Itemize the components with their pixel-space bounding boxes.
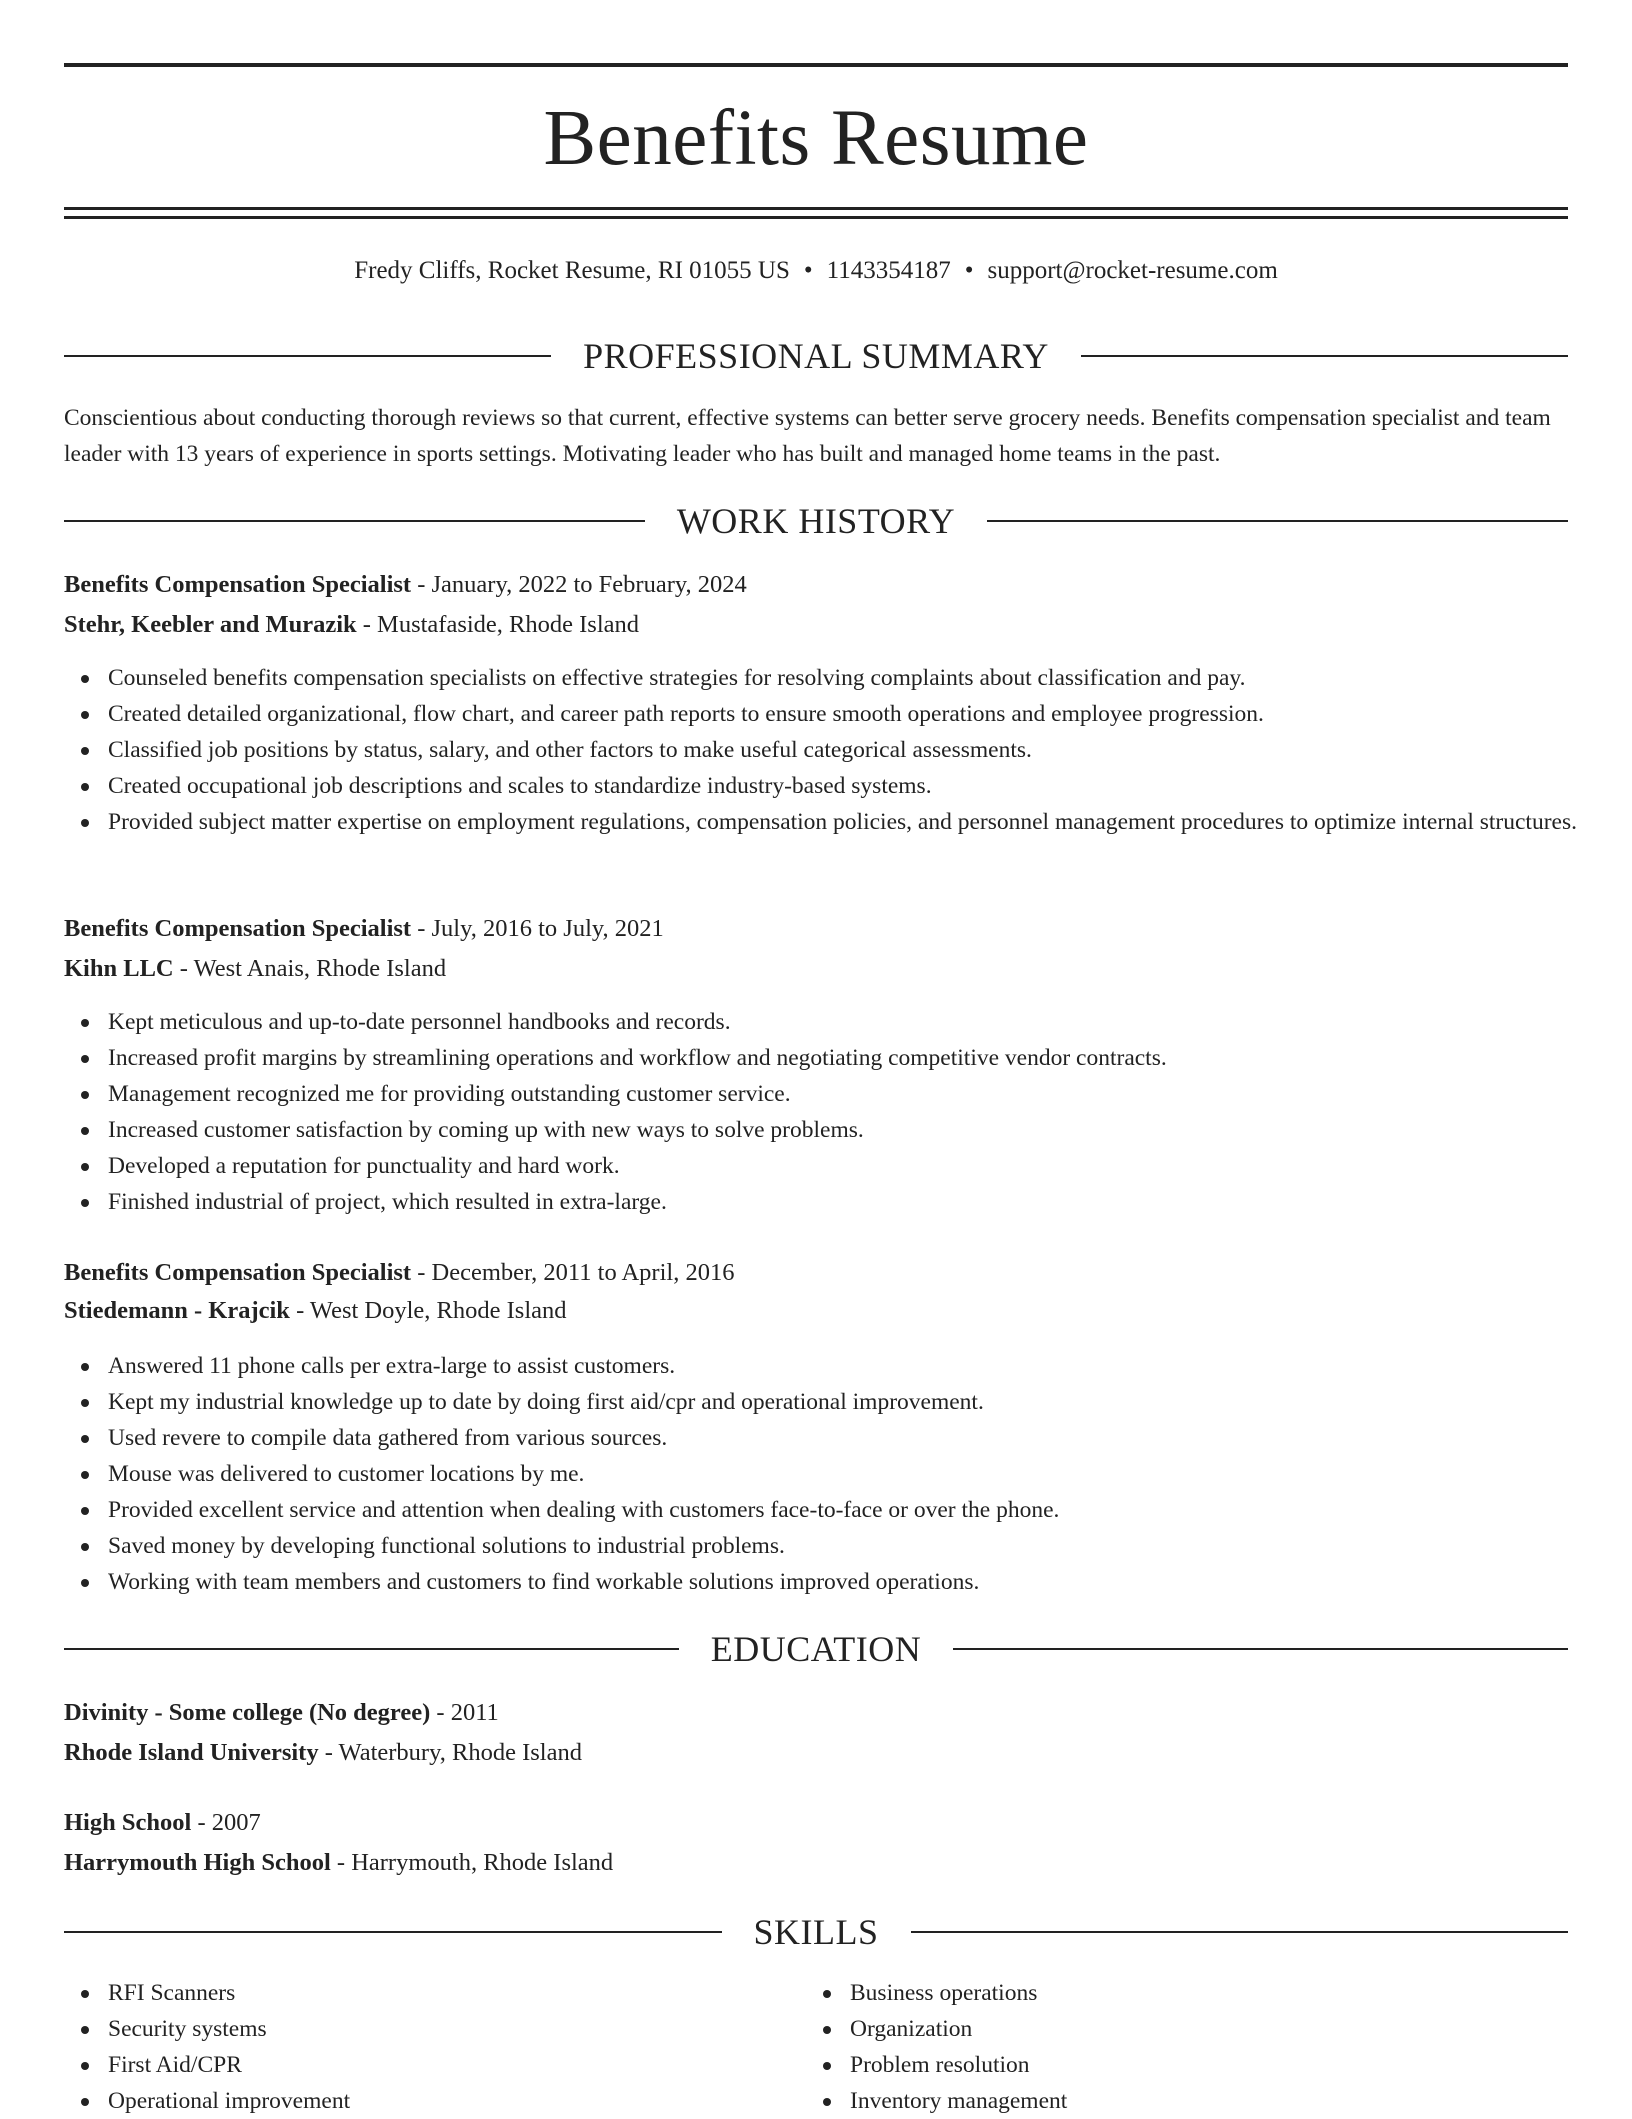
job-location: - West Doyle, Rhode Island (289, 1297, 567, 1324)
contact-address: Fredy Cliffs, Rocket Resume, RI 01055 US (354, 257, 790, 284)
contact-phone: 1143354187 (826, 257, 951, 284)
heading-rule-left (64, 520, 645, 522)
list-item: Provided excellent service and attention when dealing with customers face-to-face or over the phone. (108, 1492, 1612, 1528)
skills-heading (64, 1912, 1568, 1952)
job-dates: - December, 2011 to April, 2016 (411, 1259, 735, 1286)
list-item: Mouse was delivered to customer locations by me. (108, 1456, 1612, 1492)
job-title-line (64, 912, 1568, 946)
skill-item: Inventory management (850, 2083, 1632, 2119)
job-company: Kihn LLC (64, 955, 174, 982)
education-location: - Harrymouth, Rhode Island (330, 1849, 614, 1876)
education-degree: Divinity - Some college (No degree) (64, 1699, 431, 1726)
education-school-line (64, 1736, 1568, 1770)
education-school: Harrymouth High School (64, 1849, 331, 1876)
education-year: - 2011 (430, 1699, 499, 1726)
list-item: Increased customer satisfaction by coming up with new ways to solve problems. (108, 1112, 1612, 1148)
skill-item: Problem resolution (850, 2047, 1632, 2083)
summary-title: PROFESSIONAL SUMMARY (583, 336, 1049, 376)
resume-title: Benefits Resume (543, 95, 1089, 182)
job-company-line (64, 952, 1568, 986)
skill-item: RFI Scanners (108, 1975, 1612, 2011)
list-item: Saved money by developing functional solutions to industrial problems. (108, 1528, 1612, 1564)
job-position: Benefits Compensation Specialist (64, 1259, 412, 1286)
education-heading (64, 1629, 1568, 1669)
education-degree: High School (64, 1809, 192, 1836)
list-item: Kept my industrial knowledge up to date by doing first aid/cpr and operational improvement. (108, 1384, 1612, 1420)
skill-item: Security systems (108, 2011, 1612, 2047)
list-item: Increased profit margins by streamlining operations and workflow and negotiating competitive vendor contracts. (108, 1040, 1612, 1076)
list-item: Working with team members and customers to find workable solutions improved operations. (108, 1564, 1612, 1600)
title-rule-upper (64, 207, 1568, 210)
heading-rule-right (987, 520, 1568, 522)
job-company: Stehr, Keebler and Murazik (64, 611, 357, 638)
heading-rule-left (64, 1648, 679, 1650)
list-item: Used revere to compile data gathered from various sources. (108, 1420, 1612, 1456)
job-position: Benefits Compensation Specialist (64, 571, 412, 598)
contact-line (64, 254, 1568, 288)
work-history-title: WORK HISTORY (676, 501, 956, 541)
education-school-line (64, 1846, 1568, 1880)
education-year: - 2007 (191, 1809, 261, 1836)
job-bullets (64, 1004, 1612, 1220)
list-item: Kept meticulous and up-to-date personnel handbooks and records. (108, 1004, 1612, 1040)
heading-rule-left (64, 1931, 722, 1933)
list-item: Finished industrial of project, which resulted in extra-large. (108, 1184, 1612, 1220)
job-company: Stiedemann - Krajcik (64, 1297, 290, 1324)
list-item: Answered 11 phone calls per extra-large to assist customers. (108, 1348, 1612, 1384)
heading-rule-right (911, 1931, 1569, 1933)
heading-rule-right (1081, 355, 1568, 357)
summary-text: Conscientious about conducting thorough reviews so that current, effective systems can better serve grocery needs. Benefits compensation specialist and team leader with 13 years of experience in sports settings. Motivating leader who has built and managed home teams in the past. (64, 405, 1551, 467)
contact-email: support@rocket-resume.com (987, 257, 1278, 284)
title-rule-lower (64, 216, 1568, 219)
skills-list-right (806, 1975, 1632, 2119)
education-location: - Waterbury, Rhode Island (318, 1739, 582, 1766)
job-location: - Mustafaside, Rhode Island (356, 611, 640, 638)
job-location: - West Anais, Rhode Island (173, 955, 447, 982)
work-history-heading (64, 501, 1568, 541)
skill-item: Business operations (850, 1975, 1632, 2011)
education-degree-line (64, 1696, 1568, 1730)
skill-item: Organization (850, 2011, 1632, 2047)
job-title-line (64, 568, 1568, 602)
skills-title: SKILLS (753, 1912, 879, 1952)
skill-item: First Aid/CPR (108, 2047, 1612, 2083)
list-item: Classified job positions by status, salary, and other factors to make useful categorical assessments. (108, 732, 1612, 768)
job-title-line (64, 1256, 1568, 1290)
list-item: Provided subject matter expertise on employment regulations, compensation policies, and personnel management procedures to optimize internal structures. (108, 804, 1612, 840)
top-rule (64, 63, 1568, 67)
list-item: Counseled benefits compensation specialists on effective strategies for resolving complaints about classification and pay. (108, 660, 1612, 696)
job-bullets (64, 1348, 1612, 1600)
job-dates: - July, 2016 to July, 2021 (411, 915, 664, 942)
list-item: Created detailed organizational, flow chart, and career path reports to ensure smooth operations and employee progression. (108, 696, 1612, 732)
job-company-line (64, 1294, 1568, 1328)
job-company-line (64, 608, 1568, 642)
education-school: Rhode Island University (64, 1739, 319, 1766)
list-item: Developed a reputation for punctuality and hard work. (108, 1148, 1612, 1184)
education-title: EDUCATION (710, 1629, 922, 1669)
heading-rule-right (953, 1648, 1568, 1650)
job-position: Benefits Compensation Specialist (64, 915, 412, 942)
heading-rule-left (64, 355, 551, 357)
job-bullets (64, 660, 1612, 840)
contact-separator: • (964, 257, 974, 284)
job-dates: - January, 2022 to February, 2024 (411, 571, 747, 598)
contact-separator: • (803, 257, 813, 284)
skill-item: Operational improvement (108, 2083, 1612, 2119)
list-item: Management recognized me for providing outstanding customer service. (108, 1076, 1612, 1112)
education-degree-line (64, 1806, 1568, 1840)
list-item: Created occupational job descriptions and scales to standardize industry-based systems. (108, 768, 1612, 804)
summary-heading (64, 336, 1568, 376)
